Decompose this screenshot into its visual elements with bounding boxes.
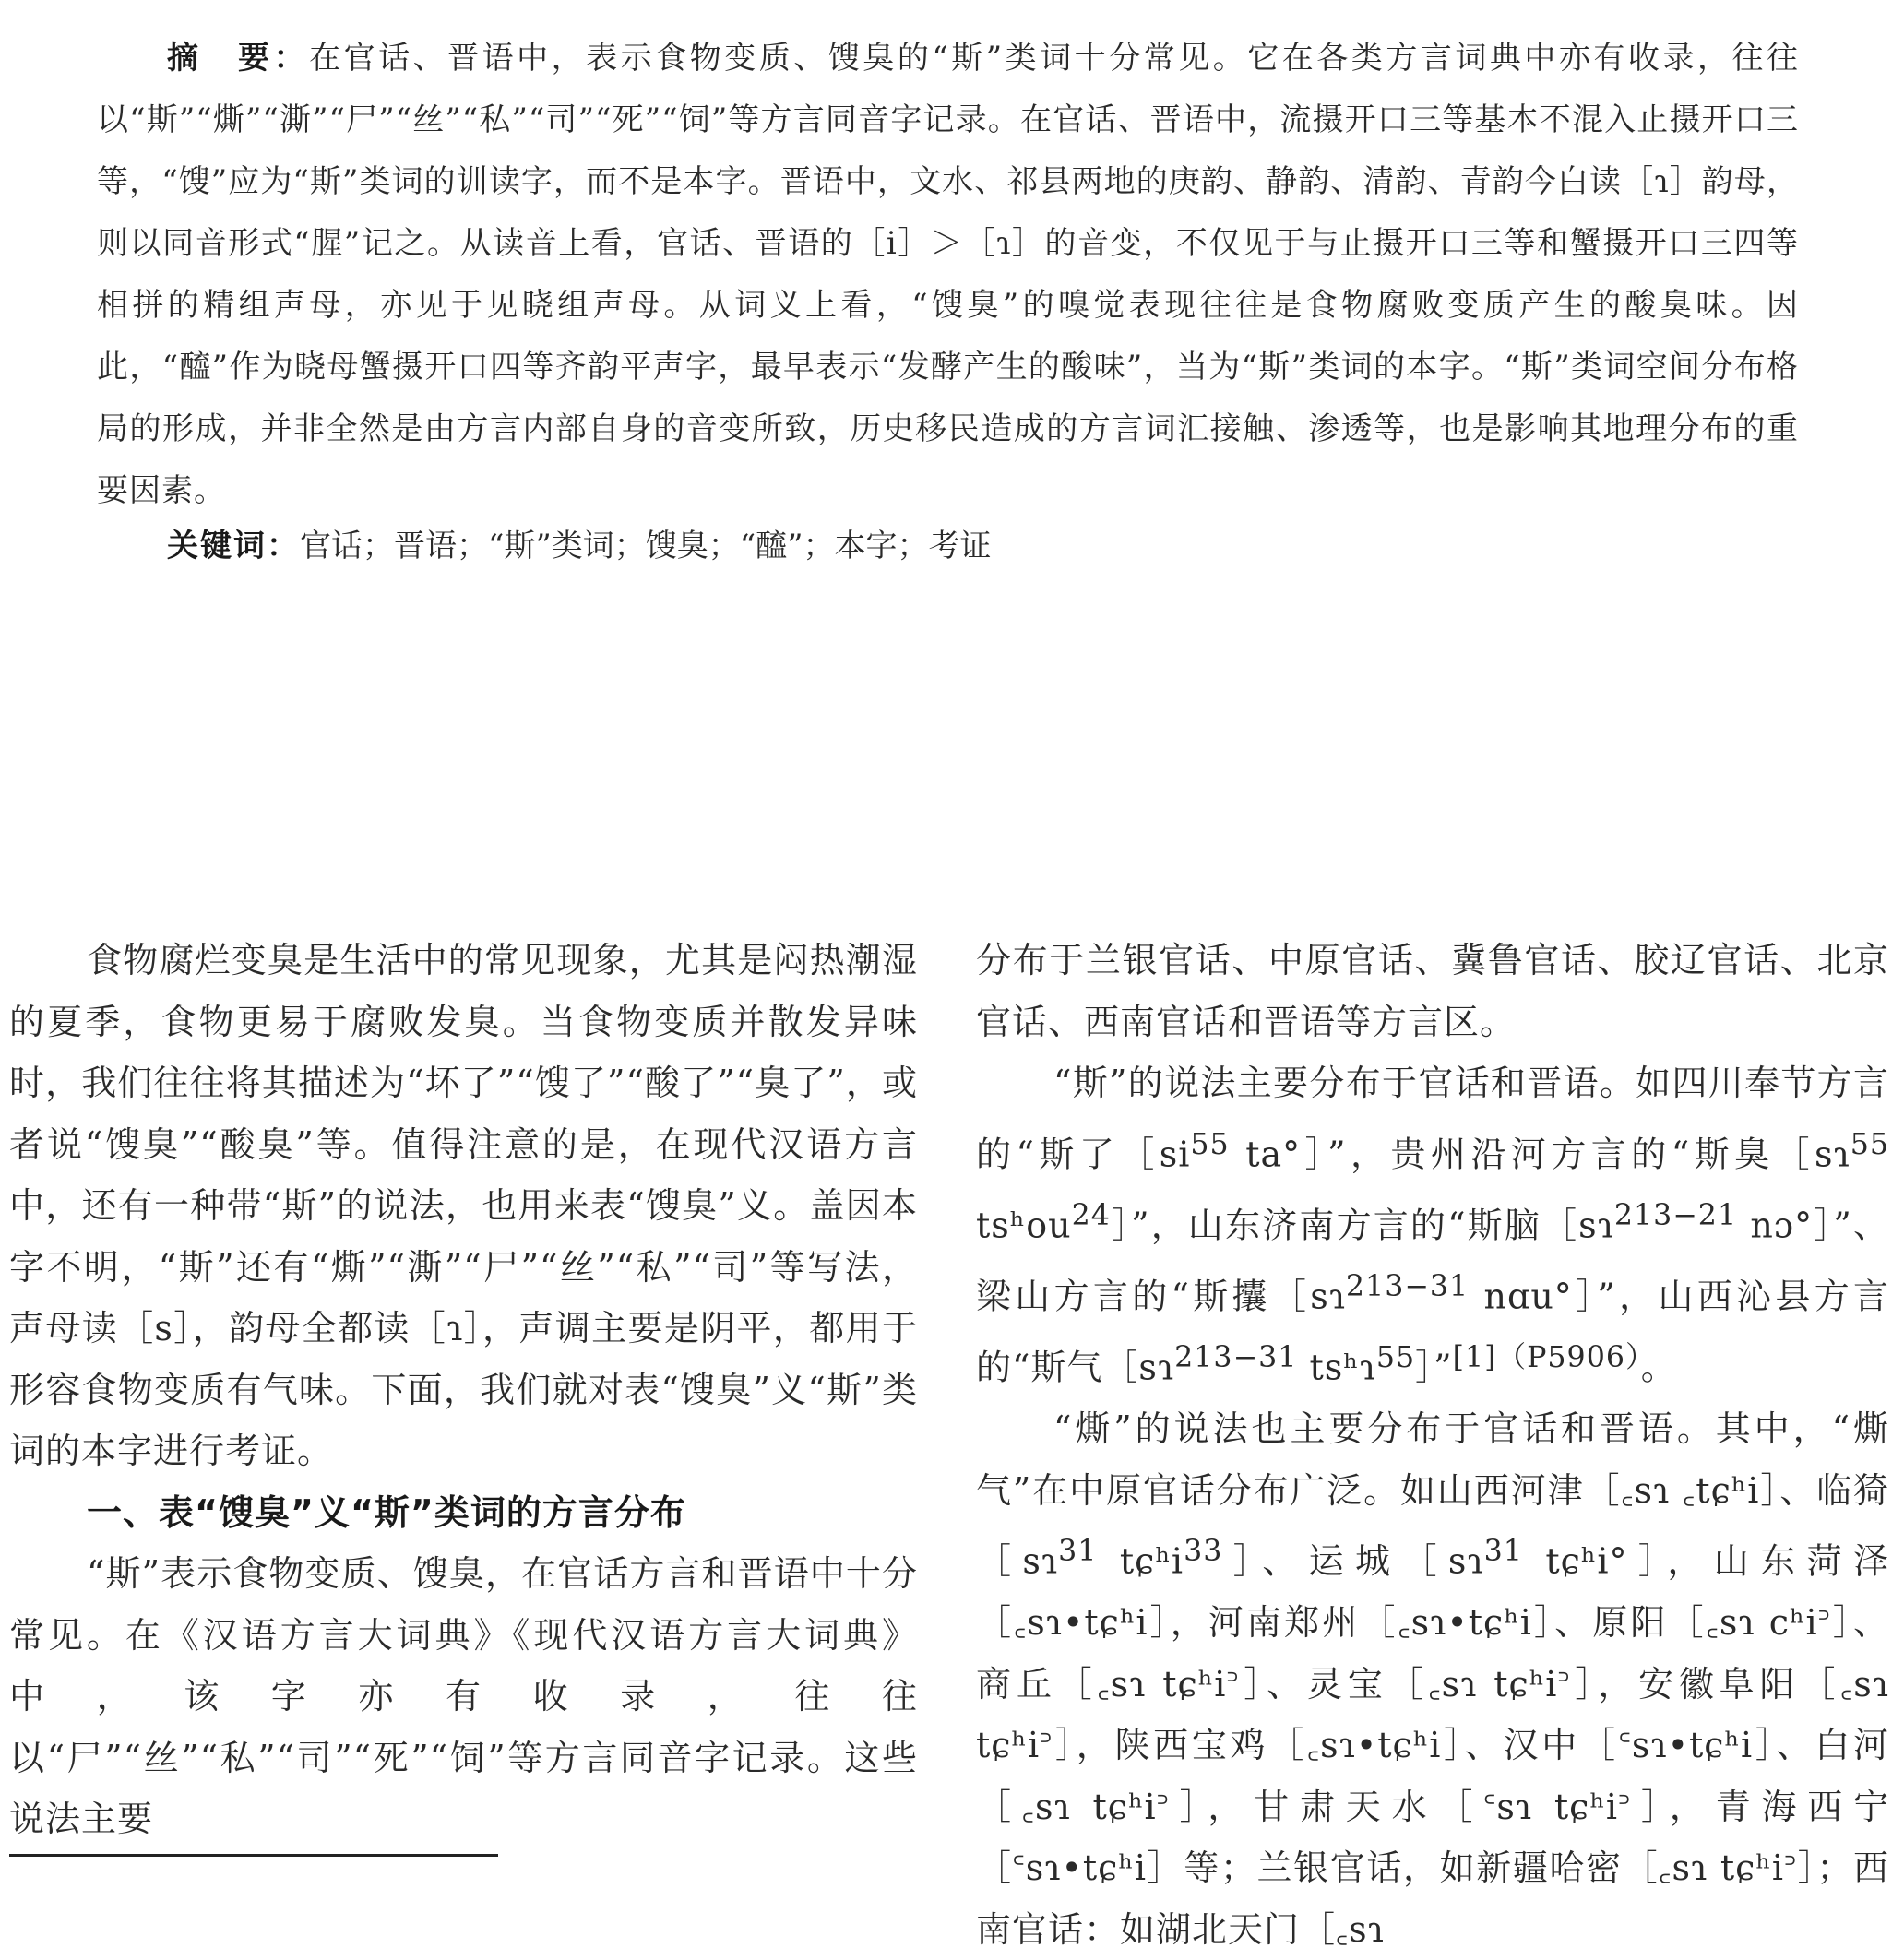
keywords-label: 关键词： (167, 528, 300, 564)
text-run: ］” (1415, 1347, 1453, 1388)
si-qi-paragraph (976, 1398, 1889, 1960)
text-run: tsʰɿ (1297, 1347, 1376, 1388)
tone-sup: 213−21 (1613, 1198, 1738, 1232)
text-run: “燍”的说法也主要分布于官话和晋语。其中，“燍气”在中原官话分布广泛。如山西河津［꜀sɿ ꜀tɕʰi］、临猗［sɿ (976, 1408, 1889, 1582)
text-run: ］”，山东济南方言的“斯脑［sɿ (1110, 1205, 1614, 1246)
text-run: ta°］”，贵州沿河方言的“斯臭［sɿ (1229, 1134, 1850, 1175)
body-column-left (9, 930, 918, 1850)
distribution-paragraph-continued: 分布于兰银官话、中原官话、冀鲁官话、胶辽官话、北京官话、西南官话和晋语等方言区。 (976, 940, 1889, 1042)
footnote-rule (9, 1854, 498, 1857)
abstract-label: 摘 要： (167, 40, 310, 77)
keywords-text: 官话；晋语；“斯”类词；馊臭；“醯”；本字；考证 (300, 528, 992, 564)
abstract-text: 在官话、晋语中，表示食物变质、馊臭的“斯”类词十分常见。它在各类方言词典中亦有收录，往往以“斯”“燍”“澌”“尸”“丝”“私”“司”“死”“饲”等方言同音字记录。在官话、晋语中，流摄开口三等基本不混入止摄开口三等，“馊”应为“斯”类词的训读字，而不是本字。晋语中，文水、祁县两地的庚韵、静韵、清韵、青韵今白读［ɿ］韵母，则以同音形式“腥”记之。从读音上看，官话、晋语的［i］＞［ɿ］的音变，不仅见于与止摄开口三等和蟹摄开口三四等相拼的精组声母，亦见于见晓组声母。从词义上看，“馊臭”的嗅觉表现往往是食物腐败变质产生的酸臭味。因此，“醯”作为晓母蟹摄开口四等齐韵平声字，最早表示“发酵产生的酸味”，当为“斯”类词的本字。“斯”类词空间分布格局的形成，并非全然是由方言内部自身的音变所致，历史移民造成的方言词汇接触、渗透等，也是影响其地理分布的重要因素。 (97, 40, 1799, 509)
text-run: tɕʰi°］，山东菏泽［꜀sɿ•tɕʰi］，河南郑州［꜀sɿ•tɕʰi］、原阳［꜀sɿ cʰi꜄］、商丘［꜀sɿ tɕʰi꜄］、灵宝［꜀sɿ tɕʰi꜄］，安徽阜阳［꜀sɿ tɕʰi꜄］，陕西宝鸡［꜀sɿ•tɕʰi］、汉中［꜂sɿ•tɕʰi］、白河［꜀sɿ tɕʰi꜄］，甘肃天水［꜂sɿ tɕʰi꜄］，青海西宁［꜂sɿ•tɕʰi］等；兰银官话，如新疆哈密［꜀sɿ tɕʰi꜄］；西南官话：如湖北天门［꜀sɿ (976, 1540, 1889, 1950)
body-column-right (976, 930, 1889, 1960)
tone-sup: 31 (1058, 1535, 1098, 1569)
abstract (97, 28, 1799, 522)
tone-sup: 213−31 (1345, 1269, 1470, 1303)
si-paragraph (976, 1052, 1889, 1398)
tone-sup: 55 (1850, 1127, 1889, 1161)
text-run: tɕʰi (1097, 1540, 1184, 1582)
text-run: “斯”的说法主要分布于官话和晋语。如四川奉节方言的“斯了［si (976, 1063, 1889, 1175)
text-run: tsʰou (976, 1205, 1072, 1246)
citation-sup: [1]（P5906） (1452, 1340, 1641, 1374)
tone-sup: 55 (1375, 1340, 1416, 1374)
section-heading: 一、表“馊臭”义“斯”类词的方言分布 (87, 1491, 686, 1533)
tone-sup: 55 (1190, 1127, 1230, 1161)
tone-sup: 31 (1483, 1535, 1523, 1569)
text-run: nɑu°］”，山西沁县方言的“斯气［sɿ (976, 1276, 1889, 1388)
keywords (167, 518, 1791, 574)
text-run: nɔ°］”、梁山方言的“斯攮［sɿ (976, 1205, 1890, 1317)
distribution-paragraph: “斯”表示食物变质、馊臭，在官话方言和晋语中十分常见。在《汉语方言大词典》《现代汉语方言大词典》中，该字亦有收录，往往以“尸”“丝”“私”“司”“死”“饲”等方言同音字记录。这些说法主要 (9, 1553, 918, 1839)
tone-sup: 213−31 (1174, 1340, 1298, 1374)
tone-sup: 24 (1071, 1198, 1111, 1232)
intro-paragraph: 食物腐烂变臭是生活中的常见现象，尤其是闷热潮湿的夏季，食物更易于腐败发臭。当食物变质并散发异味时，我们往往将其描述为“坏了”“馊了”“酸了”“臭了”，或者说“馊臭”“酸臭”等。值得注意的是，在现代汉语方言中，还有一种带“斯”的说法，也用来表“馊臭”义。盖因本字不明，“斯”还有“燍”“澌”“尸”“丝”“私”“司”等写法，声母读［s］，韵母全都读［ɿ］，声调主要是阴平，都用于形容食物变质有气味。下面，我们就对表“馊臭”义“斯”类词的本字进行考证。 (9, 940, 918, 1471)
text-run: 。 (1640, 1347, 1677, 1388)
text-run: ］、运城［sɿ (1222, 1540, 1484, 1582)
tone-sup: 33 (1184, 1535, 1223, 1569)
